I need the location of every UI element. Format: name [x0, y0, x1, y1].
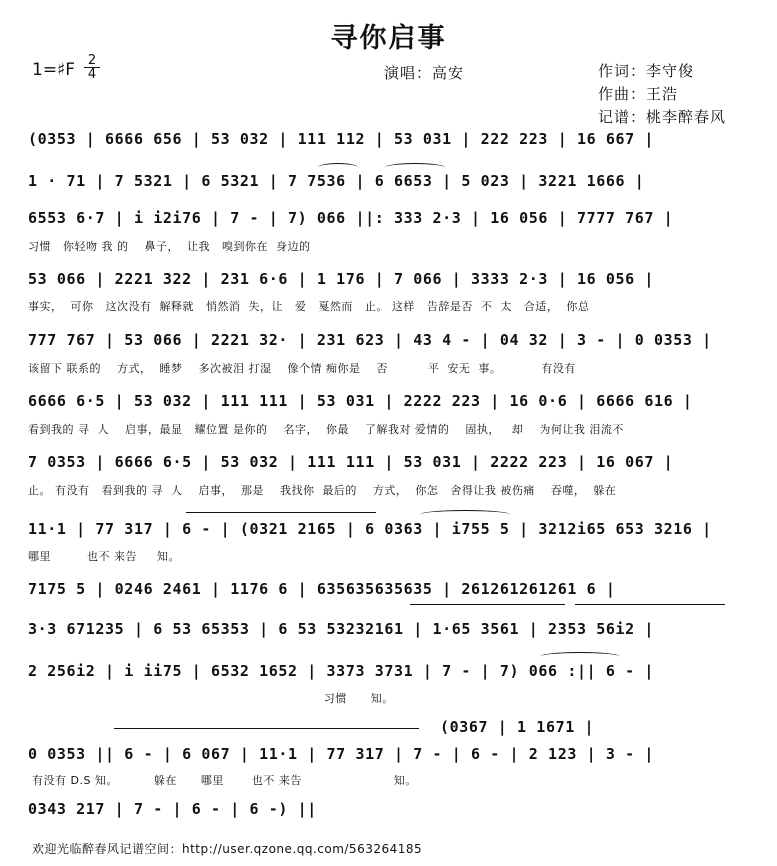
notation-row-6: 6666 6·5 | 53 032 | 111 111 | 53 031 | 2222 223 | 16 0·6 | 6666 616 | — [28, 392, 693, 410]
tuplet-line — [575, 604, 725, 605]
notation-row-9: 7175 5 | 0246 2461 | 1176 6 | 635635635635 | 261261261261 6 | — [28, 580, 616, 598]
slur — [318, 163, 358, 172]
key-signature: 1=♯F — [32, 60, 76, 80]
notation-row-3: 6553 6·7 | i i2i76 | 7 - | 7) 066 ||: 333 2·3 | 16 056 | 7777 767 | — [28, 209, 674, 227]
lyric-row-7: 止。 有没有 看到我的 寻 人 启事， 那是 我找你 最后的 方式， 你怎 舍得让我 被伤痛 吞噬， 躲在 — [28, 484, 617, 497]
notation-author: 记谱：桃李醉春风 — [598, 108, 727, 126]
time-signature-bottom: 4 — [87, 67, 97, 82]
lyricist: 作词：李守俊 — [598, 62, 695, 80]
lyric-row-11: 习惯 知。 — [28, 692, 394, 705]
lyric-row-3: 习惯 你轻吻 我 的 鼻子， 让我 嗅到你在 身边的 — [28, 240, 311, 253]
bracket-line — [186, 512, 376, 513]
time-signature-top: 2 — [84, 54, 100, 68]
time-signature — [84, 54, 100, 81]
credits-block — [598, 60, 726, 129]
singer: 演唱：高安 — [384, 64, 465, 82]
slur — [385, 163, 445, 172]
song-title: 寻你启事 — [330, 23, 447, 54]
notation-row-11: 2 256i2 | i ii75 | 6532 1652 | 3373 3731 | 7 - | 7) 066 :|| 6 - | — [28, 662, 654, 680]
notation-row-10: 3·3 671235 | 6 53 65353 | 6 53 53232161 | 1·65 3561 | 2353 56i2 | — [28, 620, 654, 638]
tuplet-line — [410, 604, 565, 605]
notation-row-8: 11·1 | 77 317 | 6 - | (0321 2165 | 6 0363 | i755 5 | 3212i65 653 3216 | — [28, 520, 712, 538]
slur — [540, 652, 620, 661]
notation-row-2: 1 · 71 | 7 5321 | 6 5321 | 7 7536 | 6 6653 | 5 023 | 3221 1666 | — [28, 172, 645, 190]
notation-row-7: 7 0353 | 6666 6·5 | 53 032 | 111 111 | 53 031 | 2222 223 | 16 067 | — [28, 453, 674, 471]
notation-row-12-upper: (0367 | 1 1671 | — [440, 718, 595, 736]
notation-row-13: 0343 217 | 7 - | 6 - | 6 -) || — [28, 800, 317, 818]
lyric-row-8: 哪里 也不 来告 知。 — [28, 550, 180, 563]
notation-row-1: (0353 | 6666 656 | 53 032 | 111 112 | 53 031 | 222 223 | 16 667 | — [28, 130, 654, 148]
lyric-row-5: 该留下 联系的 方式， 睡梦 多次被泪 打湿 像个情 痴你是 否 平 安无 事。 有没有 — [28, 362, 576, 375]
bracket-line — [114, 728, 419, 729]
footer-text: 欢迎光临醉春风记谱空间：http://user.qzone.qq.com/563264185 — [32, 842, 423, 856]
composer: 作曲：王浩 — [598, 85, 679, 103]
notation-row-4: 53 066 | 2221 322 | 231 6·6 | 1 176 | 7 066 | 3333 2·3 | 16 056 | — [28, 270, 654, 288]
notation-row-5: 777 767 | 53 066 | 2221 32· | 231 623 | 43 4 - | 04 32 | 3 - | 0 0353 | — [28, 331, 712, 349]
slur — [420, 510, 510, 519]
lyric-row-4: 事实， 可你 这次没有 解释就 悄然消 失，让 爱 戛然而 止。 这样 告辞是否 不 太 合适， 你总 — [28, 300, 590, 313]
notation-row-12: 0 0353 || 6 - | 6 067 | 11·1 | 77 317 | 7 - | 6 - | 2 123 | 3 - | — [28, 745, 654, 763]
lyric-row-12: 有没有 D.S 知。 躲在 哪里 也不 来告 知。 — [28, 774, 417, 787]
lyric-row-6: 看到我的 寻 人 启事，最显 耀位置 是你的 名字， 你最 了解我对 爱情的 固执， 却 为何让我 泪流不 — [28, 423, 624, 436]
